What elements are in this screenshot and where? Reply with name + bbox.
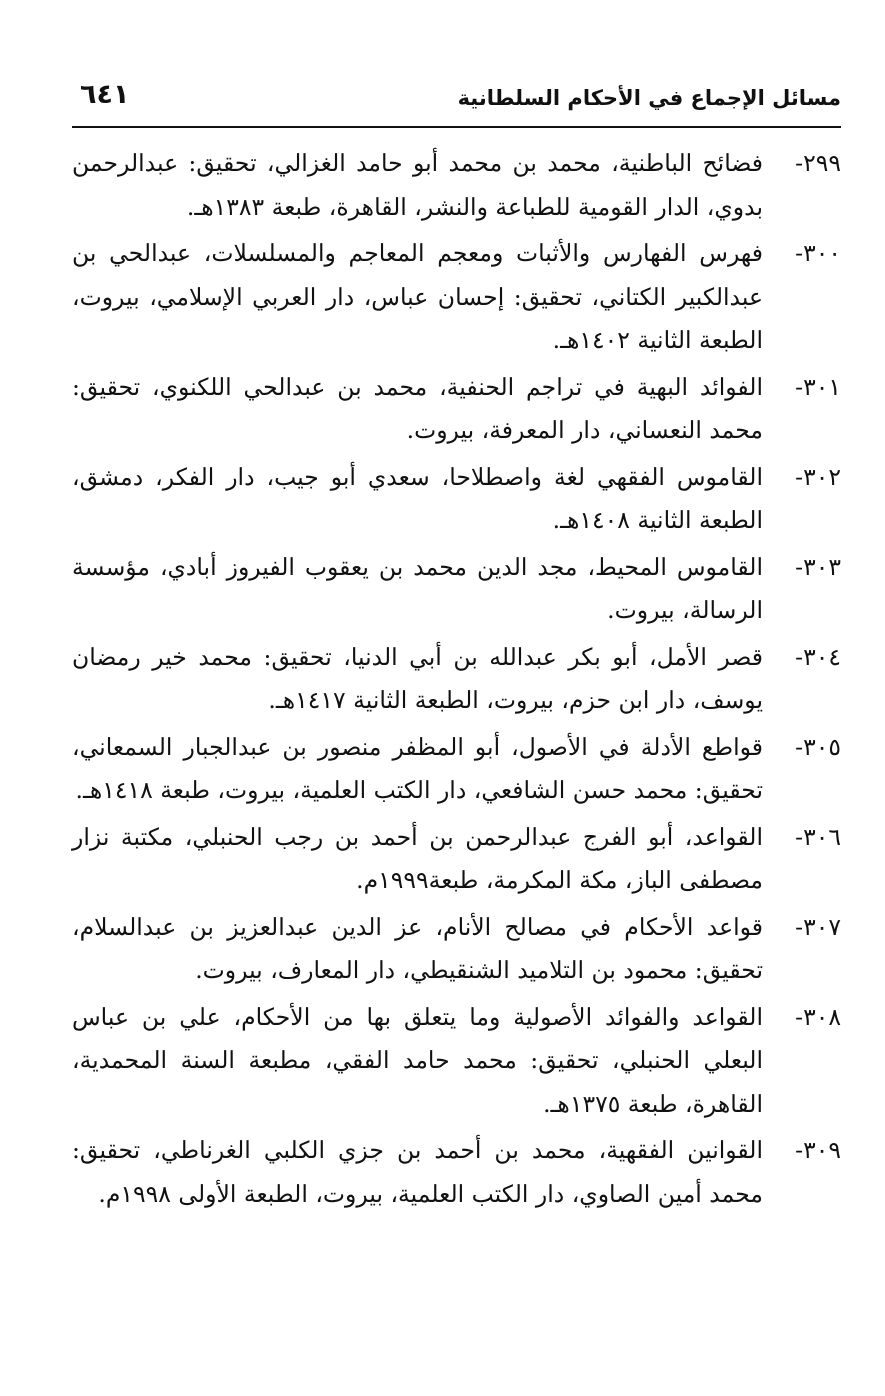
bibliography-entry bbox=[72, 726, 841, 813]
entry-text: القواعد والفوائد الأصولية وما يتعلق بها من الأحكام، علي بن عباس البعلي الحنبلي، تحقيق: محمد حامد الفقي، مطبعة السنة المحمدية، القاهرة، طبعة ١٣٧٥هـ. bbox=[72, 1002, 763, 1118]
entry-number: ٣٠٤- bbox=[795, 642, 841, 671]
entry-number: ٣٠٨- bbox=[795, 1002, 841, 1031]
entry-number: ٣٠٦- bbox=[795, 822, 841, 851]
entry-text: القاموس المحيط، مجد الدين محمد بن يعقوب الفيروز أبادي، مؤسسة الرسالة، بيروت. bbox=[72, 552, 763, 624]
entry-text: القوانين الفقهية، محمد بن أحمد بن جزي الكلبي الغرناطي، تحقيق: محمد أمين الصاوي، دار الكتب العلمية، بيروت، الطبعة الأولى ١٩٩٨م. bbox=[72, 1136, 763, 1208]
bibliography-entry bbox=[72, 906, 841, 993]
bibliography-list bbox=[72, 142, 841, 1219]
entry-number: ٣٠٢- bbox=[795, 462, 841, 491]
entry-text: فهرس الفهارس والأثبات ومعجم المعاجم والمسلسلات، عبدالحي بن عبدالكبير الكتاني، تحقيق: إحسان عباس، دار العربي الإسلامي، بيروت، الطبعة الثانية ١٤٠٢هـ. bbox=[72, 239, 763, 354]
entry-text: قواعد الأحكام في مصالح الأنام، عز الدين عبدالعزيز بن عبدالسلام، تحقيق: محمود بن التلاميد الشنقيطي، دار المعارف، بيروت. bbox=[72, 912, 763, 984]
entry-text: القاموس الفقهي لغة واصطلاحا، سعدي أبو جيب، دار الفكر، دمشق، الطبعة الثانية ١٤٠٨هـ. bbox=[72, 462, 763, 534]
bibliography-entry bbox=[72, 1129, 841, 1216]
entry-number: ٣٠٩- bbox=[795, 1136, 841, 1164]
entry-number: ٣٠٠- bbox=[795, 239, 841, 267]
bibliography-entry bbox=[72, 546, 841, 633]
entry-text: الفوائد البهية في تراجم الحنفية، محمد بن عبدالحي اللكنوي، تحقيق: محمد النعساني، دار المعرفة، بيروت. bbox=[72, 372, 763, 444]
header-divider bbox=[72, 126, 841, 128]
entry-text: فضائح الباطنية، محمد بن محمد أبو حامد الغزالي، تحقيق: عبدالرحمن بدوي، الدار القومية للطباعة والنشر، القاهرة، طبعة ١٣٨٣هـ. bbox=[72, 149, 763, 221]
entry-number: ٣٠١- bbox=[795, 372, 841, 401]
page-number: ٦٤١ bbox=[80, 79, 130, 110]
bibliography-entry bbox=[72, 366, 841, 453]
entry-number: ٣٠٣- bbox=[795, 552, 841, 581]
bibliography-entry bbox=[72, 636, 841, 723]
entry-text: قصر الأمل، أبو بكر عبدالله بن أبي الدنيا، تحقيق: محمد خير رمضان يوسف، دار ابن حزم، بيروت، الطبعة الثانية ١٤١٧هـ. bbox=[72, 642, 763, 714]
bibliography-entry bbox=[72, 232, 841, 363]
running-title: مسائل الإجماع في الأحكام السلطانية bbox=[457, 86, 841, 110]
entry-number: ٣٠٧- bbox=[795, 912, 841, 941]
bibliography-entry bbox=[72, 996, 841, 1127]
entry-number: ٢٩٩- bbox=[795, 149, 841, 177]
entry-text: القواعد، أبو الفرج عبدالرحمن بن أحمد بن رجب الحنبلي، مكتبة نزار مصطفى الباز، مكة المكرمة، طبعة١٩٩٩م. bbox=[72, 822, 763, 894]
entry-number: ٣٠٥- bbox=[795, 732, 841, 761]
bibliography-entry bbox=[72, 142, 841, 229]
entry-text: قواطع الأدلة في الأصول، أبو المظفر منصور بن عبدالجبار السمعاني، تحقيق: محمد حسن الشافعي، دار الكتب العلمية، بيروت، طبعة ١٤١٨هـ. bbox=[72, 732, 763, 804]
page-header bbox=[72, 74, 841, 118]
bibliography-entry bbox=[72, 456, 841, 543]
bibliography-entry bbox=[72, 816, 841, 903]
